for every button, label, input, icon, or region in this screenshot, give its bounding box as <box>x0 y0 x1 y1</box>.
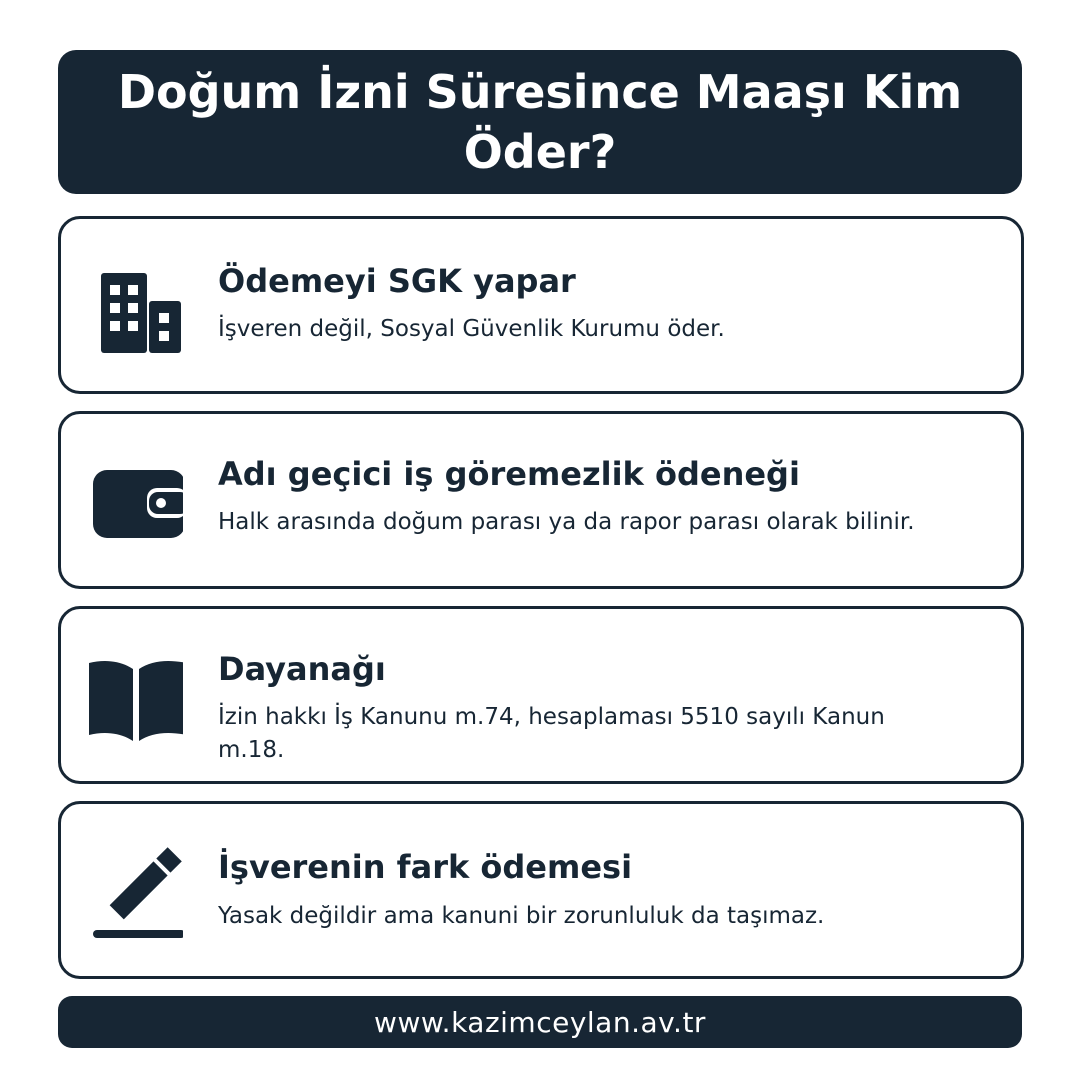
building-icon <box>87 259 183 355</box>
info-card-employer-difference <box>58 801 1024 979</box>
book-icon <box>87 649 183 745</box>
card-title: Adı geçici iş göremezlik ödeneği <box>218 455 800 493</box>
card-description: İşveren değil, Sosyal Güvenlik Kurumu öder. <box>218 316 725 342</box>
card-description: Yasak değildir ama kanuni bir zorunluluk da taşımaz. <box>218 903 825 929</box>
card-description: İzin hakkı İş Kanunu m.74, hesaplaması 5510 sayılı Kanun m.18. <box>218 704 885 763</box>
wallet-icon <box>87 454 183 550</box>
card-title: Ödemeyi SGK yapar <box>218 262 576 300</box>
pencil-icon <box>87 844 183 940</box>
page-title: Doğum İzni Süresince Maaşı Kim Öder? <box>117 65 963 179</box>
info-card-allowance <box>58 411 1024 589</box>
card-title: İşverenin fark ödemesi <box>218 848 633 886</box>
footer-banner <box>58 996 1022 1048</box>
info-card-sgk <box>58 216 1024 394</box>
website-link[interactable]: www.kazimceylan.av.tr <box>374 1005 706 1039</box>
info-card-legal-basis <box>58 606 1024 784</box>
header-banner <box>58 50 1022 194</box>
card-title: Dayanağı <box>218 650 386 688</box>
card-description: Halk arasında doğum parası ya da rapor parası olarak bilinir. <box>218 509 915 535</box>
